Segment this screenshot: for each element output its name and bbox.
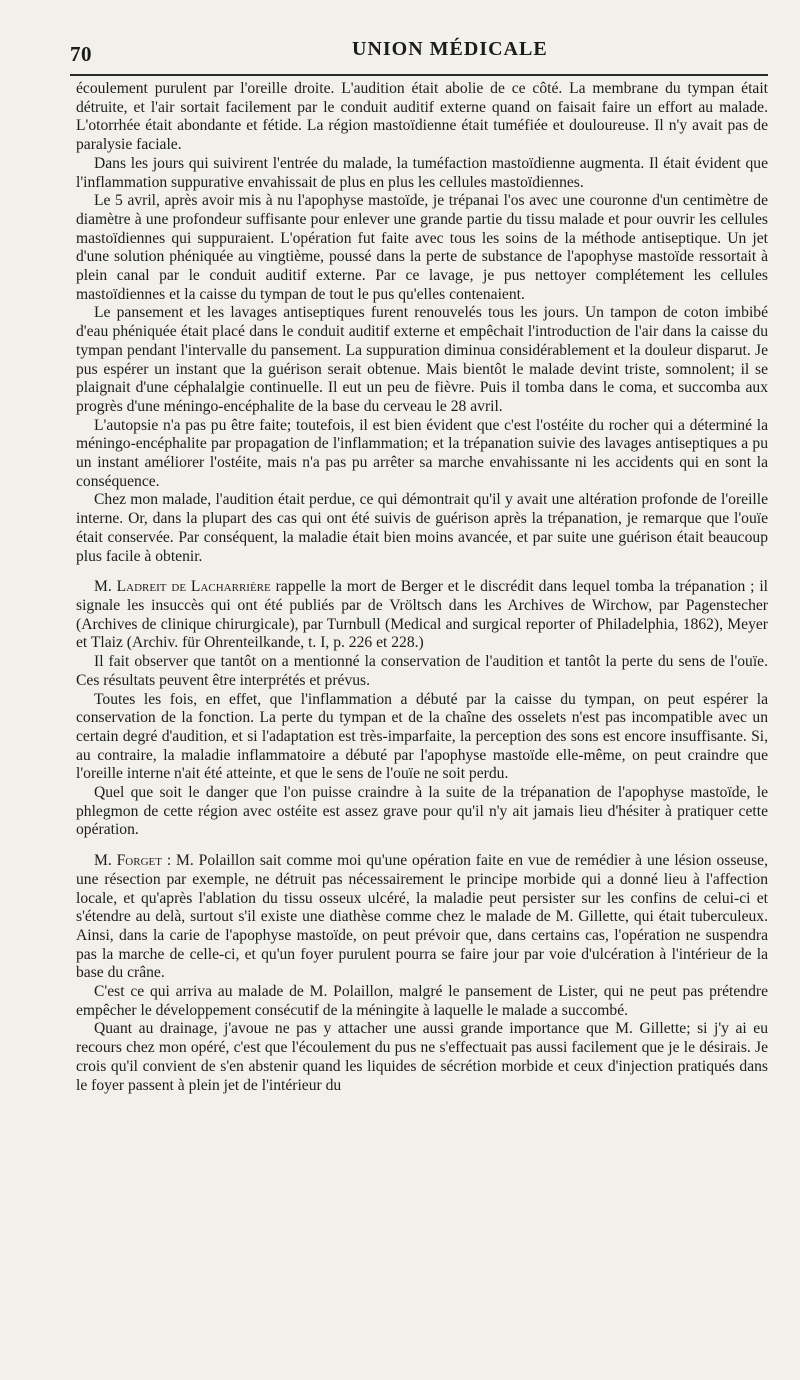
paragraph: Le pansement et les lavages antiseptiques furent renouvelés tous les jours. Un tampon de coton imbibé d'eau phéniquée était placé dans le conduit auditif externe et empêchait l'introduction de l'air dans la caisse du tympan pendant l'intervalle du pansement. La suppuration diminua considérablement et la douleur disparut. Je pus espérer un instant que la guérison serait obtenue. Mais bientôt le malade devint triste, somnolent; il se plaignait d'une céphalalgie continuelle. Il eut un peu de fièvre. Puis il tomba dans le coma, et succomba aux progrès d'une méningo-encéphalite de la base du cerveau le 28 avril. [76, 304, 768, 415]
speaker-name: M. Ladreit de Lacharrière [94, 578, 271, 596]
header-rule [70, 74, 768, 76]
page-number: 70 [70, 42, 92, 66]
speaker-name: M. Forget [94, 852, 162, 870]
journal-title: UNION MÉDICALE [352, 38, 548, 60]
speaker-text: rappelle la mort de Berger et le discrédit dans lequel tomba la trépanation ; il signale les insuccès qui ont été publiés par de Vröltsch dans les Archives de Wirchow, par Pagenstecher (Archives de clinique chirurgicale), par Turnbull (Medical and surgical reporter of Philadelphia, 1862), Meyer et Tlaiz (Archiv. für Ohrenteilkande, t. I, p. 226 et 228.) [76, 578, 769, 652]
paragraph: Quel que soit le danger que l'on puisse craindre à la suite de la trépanation de l'apophyse mastoïde, le phlegmon de cette région avec ostéite est assez grave pour qu'il n'y ait jamais lieu d'hésiter à pratiquer cette opération. [76, 784, 768, 839]
paragraph: Il fait observer que tantôt on a mentionné la conservation de l'audition et tantôt la perte du sens de l'ouïe. Ces résultats peuvent être interprétés et prévus. [76, 653, 768, 689]
paragraph: Le 5 avril, après avoir mis à nu l'apophyse mastoïde, je trépanai l'os avec une couronne d'un centimètre de diamètre à une profondeur suffisante pour enlever une grande partie du tissu malade et pour ouvrir les cellules mastoïdiennes qui suppuraient. L'opération fut faite avec tous les soins de la méthode antiseptique. Un jet d'une solution phéniquée au vingtième, poussé dans la perte de substance de l'apophyse mastoïde ressortait à plein canal par le conduit auditif externe. Par ce lavage, je pus nettoyer complétement les cellules mastoïdiennes et la caisse du tympan de tout le pus qu'elles contenaient. [76, 192, 768, 303]
paragraph: Dans les jours qui suivirent l'entrée du malade, la tuméfaction mastoïdienne augmenta. Il était évident que l'inflammation suppurative envahissait de plus en plus les cellules mastoïdiennes. [76, 154, 768, 191]
paragraph: C'est ce qui arriva au malade de M. Polaillon, malgré le pansement de Lister, qui ne peut pas prétendre empêcher le développement consécutif de la méningite à laquelle le malade a succombé. [76, 983, 768, 1019]
speaker-text: : M. Polaillon sait comme moi qu'une opération faite en vue de remédier à une lésion osseuse, une résection par exemple, ne détruit pas nécessairement le principe morbide qui a donné lieu à l'affection locale, et qu'après l'ablation du tissu osseux ulcéré, la maladie peut persister sur les confins de celui-ci et s'étendre au delà, surtout s'il existe une diathèse comme chez le malade de M. Gillette, qui était tuberculeux. Ainsi, dans la carie de l'apophyse mastoïde, on peut prévoir que, dans certains cas, l'opération ne suspendra pas la marche de celle-ci, et qu'un foyer purulent pourra se faire jour par voie d'ulcération à l'intérieur de la base du crâne. [76, 852, 768, 982]
paragraph: écoulement purulent par l'oreille droite. L'audition était abolie de ce côté. La membrane du tympan était détruite, et l'air sortait facilement par le conduit auditif externe quand on faisait faire un effort au malade. L'otorrhée était abondante et fétide. La région mastoïdienne était tuméfiée et douloureuse. Il n'y avait pas de paralysie faciale. [76, 80, 768, 154]
paragraph: Toutes les fois, en effet, que l'inflammation a débuté par la caisse du tympan, on peut espérer la conservation de la fonction. La perte du tympan et de la chaîne des osselets n'est pas incompatible avec un certain degré d'audition, et si l'adaptation est très-imparfaite, la perception des sons est encore insuffisante. Si, au contraire, la maladie inflammatoire a débuté par l'apophyse mastoïde elle-même, on peut craindre que l'oreille interne n'ait été atteinte, et que le sens de l'ouïe ne soit perdu. [76, 690, 768, 783]
paragraph: Quant au drainage, j'avoue ne pas y attacher une aussi grande importance que M. Gillette; si j'y ai eu recours chez mon opéré, c'est que l'écoulement du pus ne s'effectuait pas aussi facilement que je le désirais. Je crois qu'il convient de s'en abstenir quand les liquides de sécrétion morbide et ceux d'injection pratiqués dans le foyer passent à plein jet de l'intérieur du [76, 1020, 768, 1094]
paragraph-speaker [76, 852, 768, 983]
page-header [70, 38, 770, 74]
paragraph-speaker [76, 578, 768, 653]
paragraph: L'autopsie n'a pas pu être faite; toutefois, il est bien évident que c'est l'ostéite du rocher qui a déterminé la méningo-encéphalite par propagation de l'inflammation; et la trépanation suivie des lavages antiseptiques a pu un instant améliorer l'ostéite, mais n'a pas pu arrêter sa marche envahissante ni les accidents qui en sont la conséquence. [76, 416, 768, 490]
paragraph: Chez mon malade, l'audition était perdue, ce qui démontrait qu'il y avait une altération profonde de l'oreille interne. Or, dans la plupart des cas qui ont été suivis de guérison après la trépanation, je remarque que l'ouïe était conservée. Par conséquent, la maladie était bien moins avancée, et par suite une guérison était beaucoup plus facile à obtenir. [76, 491, 768, 565]
article-body [76, 80, 768, 1095]
